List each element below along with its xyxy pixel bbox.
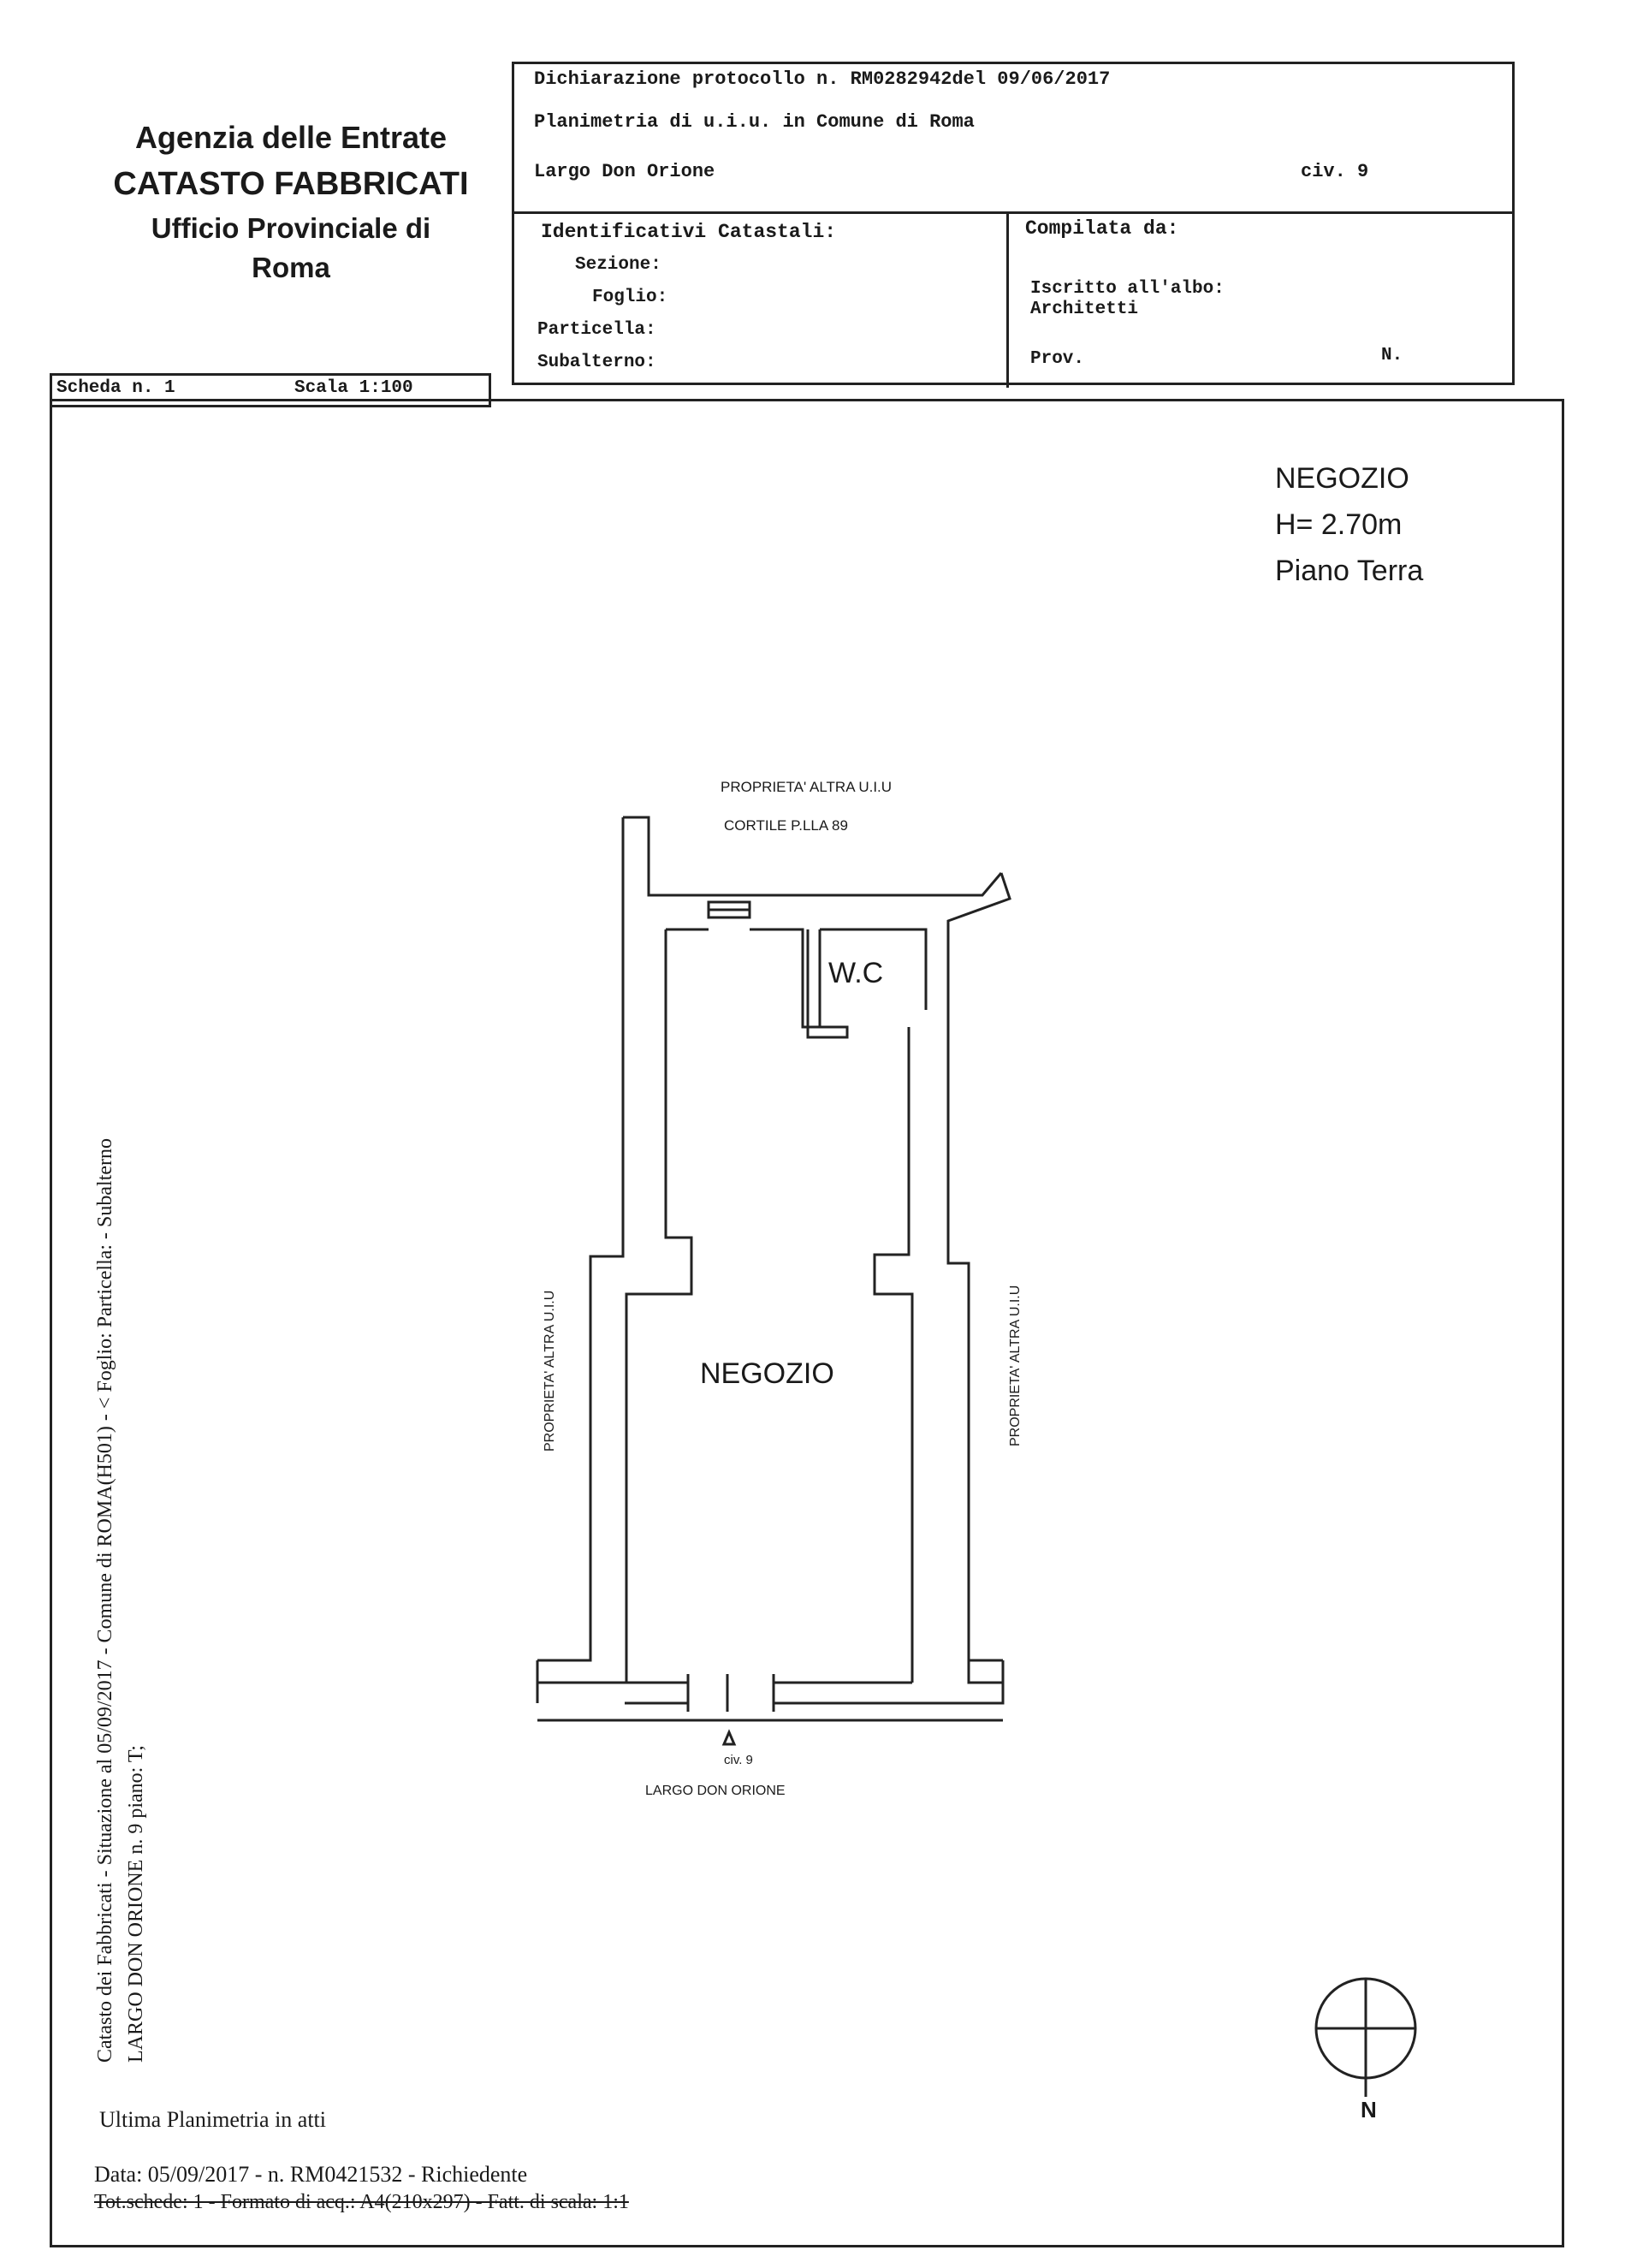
compass	[1316, 1979, 1415, 2097]
unit-floor: Piano Terra	[1275, 555, 1424, 587]
address-line: Largo Don Orione	[534, 161, 715, 182]
north-label: N	[1361, 2097, 1377, 2123]
inner-left-wall	[626, 929, 691, 1683]
bottom-wall-right	[774, 1683, 912, 1703]
scheda-number: Scheda n. 1	[56, 378, 175, 398]
identifiers-title: Identificativi Catastali:	[541, 221, 837, 243]
margin-foglio: Catasto dei Fabbricati - Situazione al 05/09/2017 - Comune di ROMA(H501) - < Foglio:	[94, 1327, 116, 2063]
office-name: Ufficio Provinciale di	[151, 212, 431, 244]
albo-value: Architetti	[1030, 300, 1139, 319]
declaration-line: Dichiarazione protocollo n. RM0282942del 09/06/2017	[534, 68, 1111, 90]
margin-subalterno: - Subalterno	[94, 1137, 116, 1239]
left-owner-label: PROPRIETA' ALTRA U.I.U	[543, 1290, 557, 1452]
courtyard-label: CORTILE P.LLA 89	[724, 817, 848, 834]
sezione-label: Sezione:	[575, 255, 661, 275]
prov-label: Prov.	[1030, 349, 1085, 369]
unit-height: H= 2.70m	[1275, 508, 1403, 541]
margin-address: LARGO DON ORIONE n. 9 piano: T;	[125, 1745, 147, 2063]
entrance-marker	[724, 1732, 734, 1744]
agency-name: Agenzia delle Entrate	[134, 120, 448, 155]
planimetry-line: Planimetria di u.i.u. in Comune di Roma	[534, 111, 975, 133]
data-line: Data: 05/09/2017 - n. RM0421532 - Richiedente	[94, 2162, 528, 2187]
tot-schede-line: Tot.schede: 1 - Formato di acq.: A4(210x297) - Fatt. di scala: 1:1	[94, 2191, 629, 2213]
last-plan-label: Ultima Planimetria in atti	[99, 2107, 327, 2132]
inner-right-wall	[875, 1027, 912, 1683]
scale-label: Scala 1:100	[294, 378, 413, 398]
right-outer-wall	[948, 873, 1010, 1660]
registry-name: CATASTO FABBRICATI	[113, 166, 469, 202]
compiler-title: Compilata da:	[1025, 217, 1179, 240]
particella-label: Particella:	[537, 320, 656, 340]
office-city: Roma	[252, 252, 330, 283]
room-label: NEGOZIO	[700, 1357, 834, 1390]
entrance-civic: civ. 9	[724, 1753, 753, 1767]
iscritto-label: Iscritto all'albo:	[1030, 279, 1225, 299]
wc-label: W.C	[828, 957, 884, 989]
n-label: N.	[1381, 346, 1403, 365]
subalterno-label: Subalterno:	[537, 353, 656, 372]
foglio-label: Foglio:	[592, 288, 668, 307]
unit-type: NEGOZIO	[1275, 462, 1409, 495]
margin-situation	[94, 779, 117, 2063]
top-owner-label: PROPRIETA' ALTRA U.I.U	[721, 779, 893, 795]
right-owner-label: PROPRIETA' ALTRA U.I.U	[1008, 1285, 1023, 1446]
civic-number: civ. 9	[1301, 161, 1369, 182]
margin-particella: Particella:	[94, 1238, 116, 1328]
street-label: LARGO DON ORIONE	[645, 1784, 786, 1798]
